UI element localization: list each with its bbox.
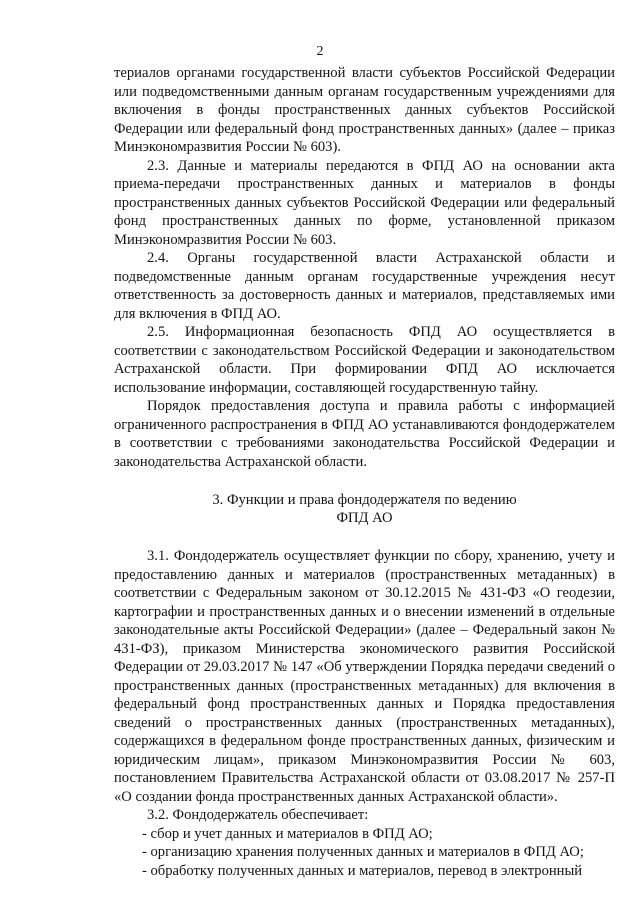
paragraph-continuation: териалов органами государственной власти субъектов Российской Федерации или подведомственными данным органам государственным учреждениями для включения в фонды пространственных данных субъектов Российской Федерации или федеральный фонд пространственных данных» (далее – приказ Минэкономразвития России № 603). [114, 65, 615, 155]
paragraph-2-3: 2.3. Данные и материалы передаются в ФПД АО на основании акта приема-передачи пространственных данных и материалов в фонды пространственных данных субъектов Российской Федерации или федеральный фонд пространственных данных по форме, установленной приказом Минэкономразвития России № 603. [114, 157, 615, 248]
list-item: - организацию хранения полученных данных и материалов в ФПД АО; [142, 844, 584, 860]
section-3-heading-line1: 3. Функции и права фондодержателя по ведению [212, 492, 517, 508]
paragraph-3-2: 3.2. Фондодержатель обеспечивает: [147, 807, 369, 823]
document-body [114, 64, 615, 880]
list-item: - обработку полученных данных и материалов, перевод в электронный [142, 862, 583, 879]
list-item: - сбор и учет данных и материалов в ФПД АО; [142, 825, 433, 842]
section-3-heading-line2: ФПД АО [336, 510, 393, 526]
section-3-heading [114, 491, 615, 527]
paragraph-2-5: 2.5. Информационная безопасность ФПД АО осуществляется в соответствии с законодательством Российской Федерации и законодательством Астраханской области. При формировании ФПД АО исключается использование информации, составляющей государственную тайну. [114, 324, 615, 396]
paragraph-access-procedure: Порядок предоставления доступа и правила работы с информацией ограниченного распространения в ФПД АО устанавливаются фондодержателем в соответствии с требованиями законодательства Российской Федерации и законодательства Астраханской области. [114, 398, 615, 470]
paragraph-3-1: 3.1. Фондодержатель осуществляет функции по сбору, хранению, учету и предоставлению данных и материалов (пространственных метаданных) в соответствии с Федеральным законом от 30.12.2015 № 431-ФЗ «О геодезии, картографии и пространственных данных и о внесении изменений в отдельные законодательные акты Российской Федерации» (далее – Федеральный закон № 431-ФЗ), приказом Министерства экономического развития Российской Федерации от 29.03.2017 № 147 «Об утверждении Порядка передачи сведений о пространственных данных (пространственных метаданных) для включения в федеральный фонд пространственных данных и Порядка предоставления сведений о пространственных данных (пространственных метаданных), содержащихся в федеральном фонде пространственных данных, физическим и юридическим лицам», приказом Минэкономразвития России № 603, постановлением Правительства Астраханской области от 03.08.2017 № 257-П «О создании фонда пространственных данных Астраханской области». [114, 548, 615, 805]
page-number: 2 [316, 44, 324, 59]
paragraph-2-4: 2.4. Органы государственной власти Астраханской области и подведомственные данным органам государственные учреждения несут ответственность за достоверность данных и материалов, представляемых ими для включения в ФПД АО. [114, 250, 615, 322]
